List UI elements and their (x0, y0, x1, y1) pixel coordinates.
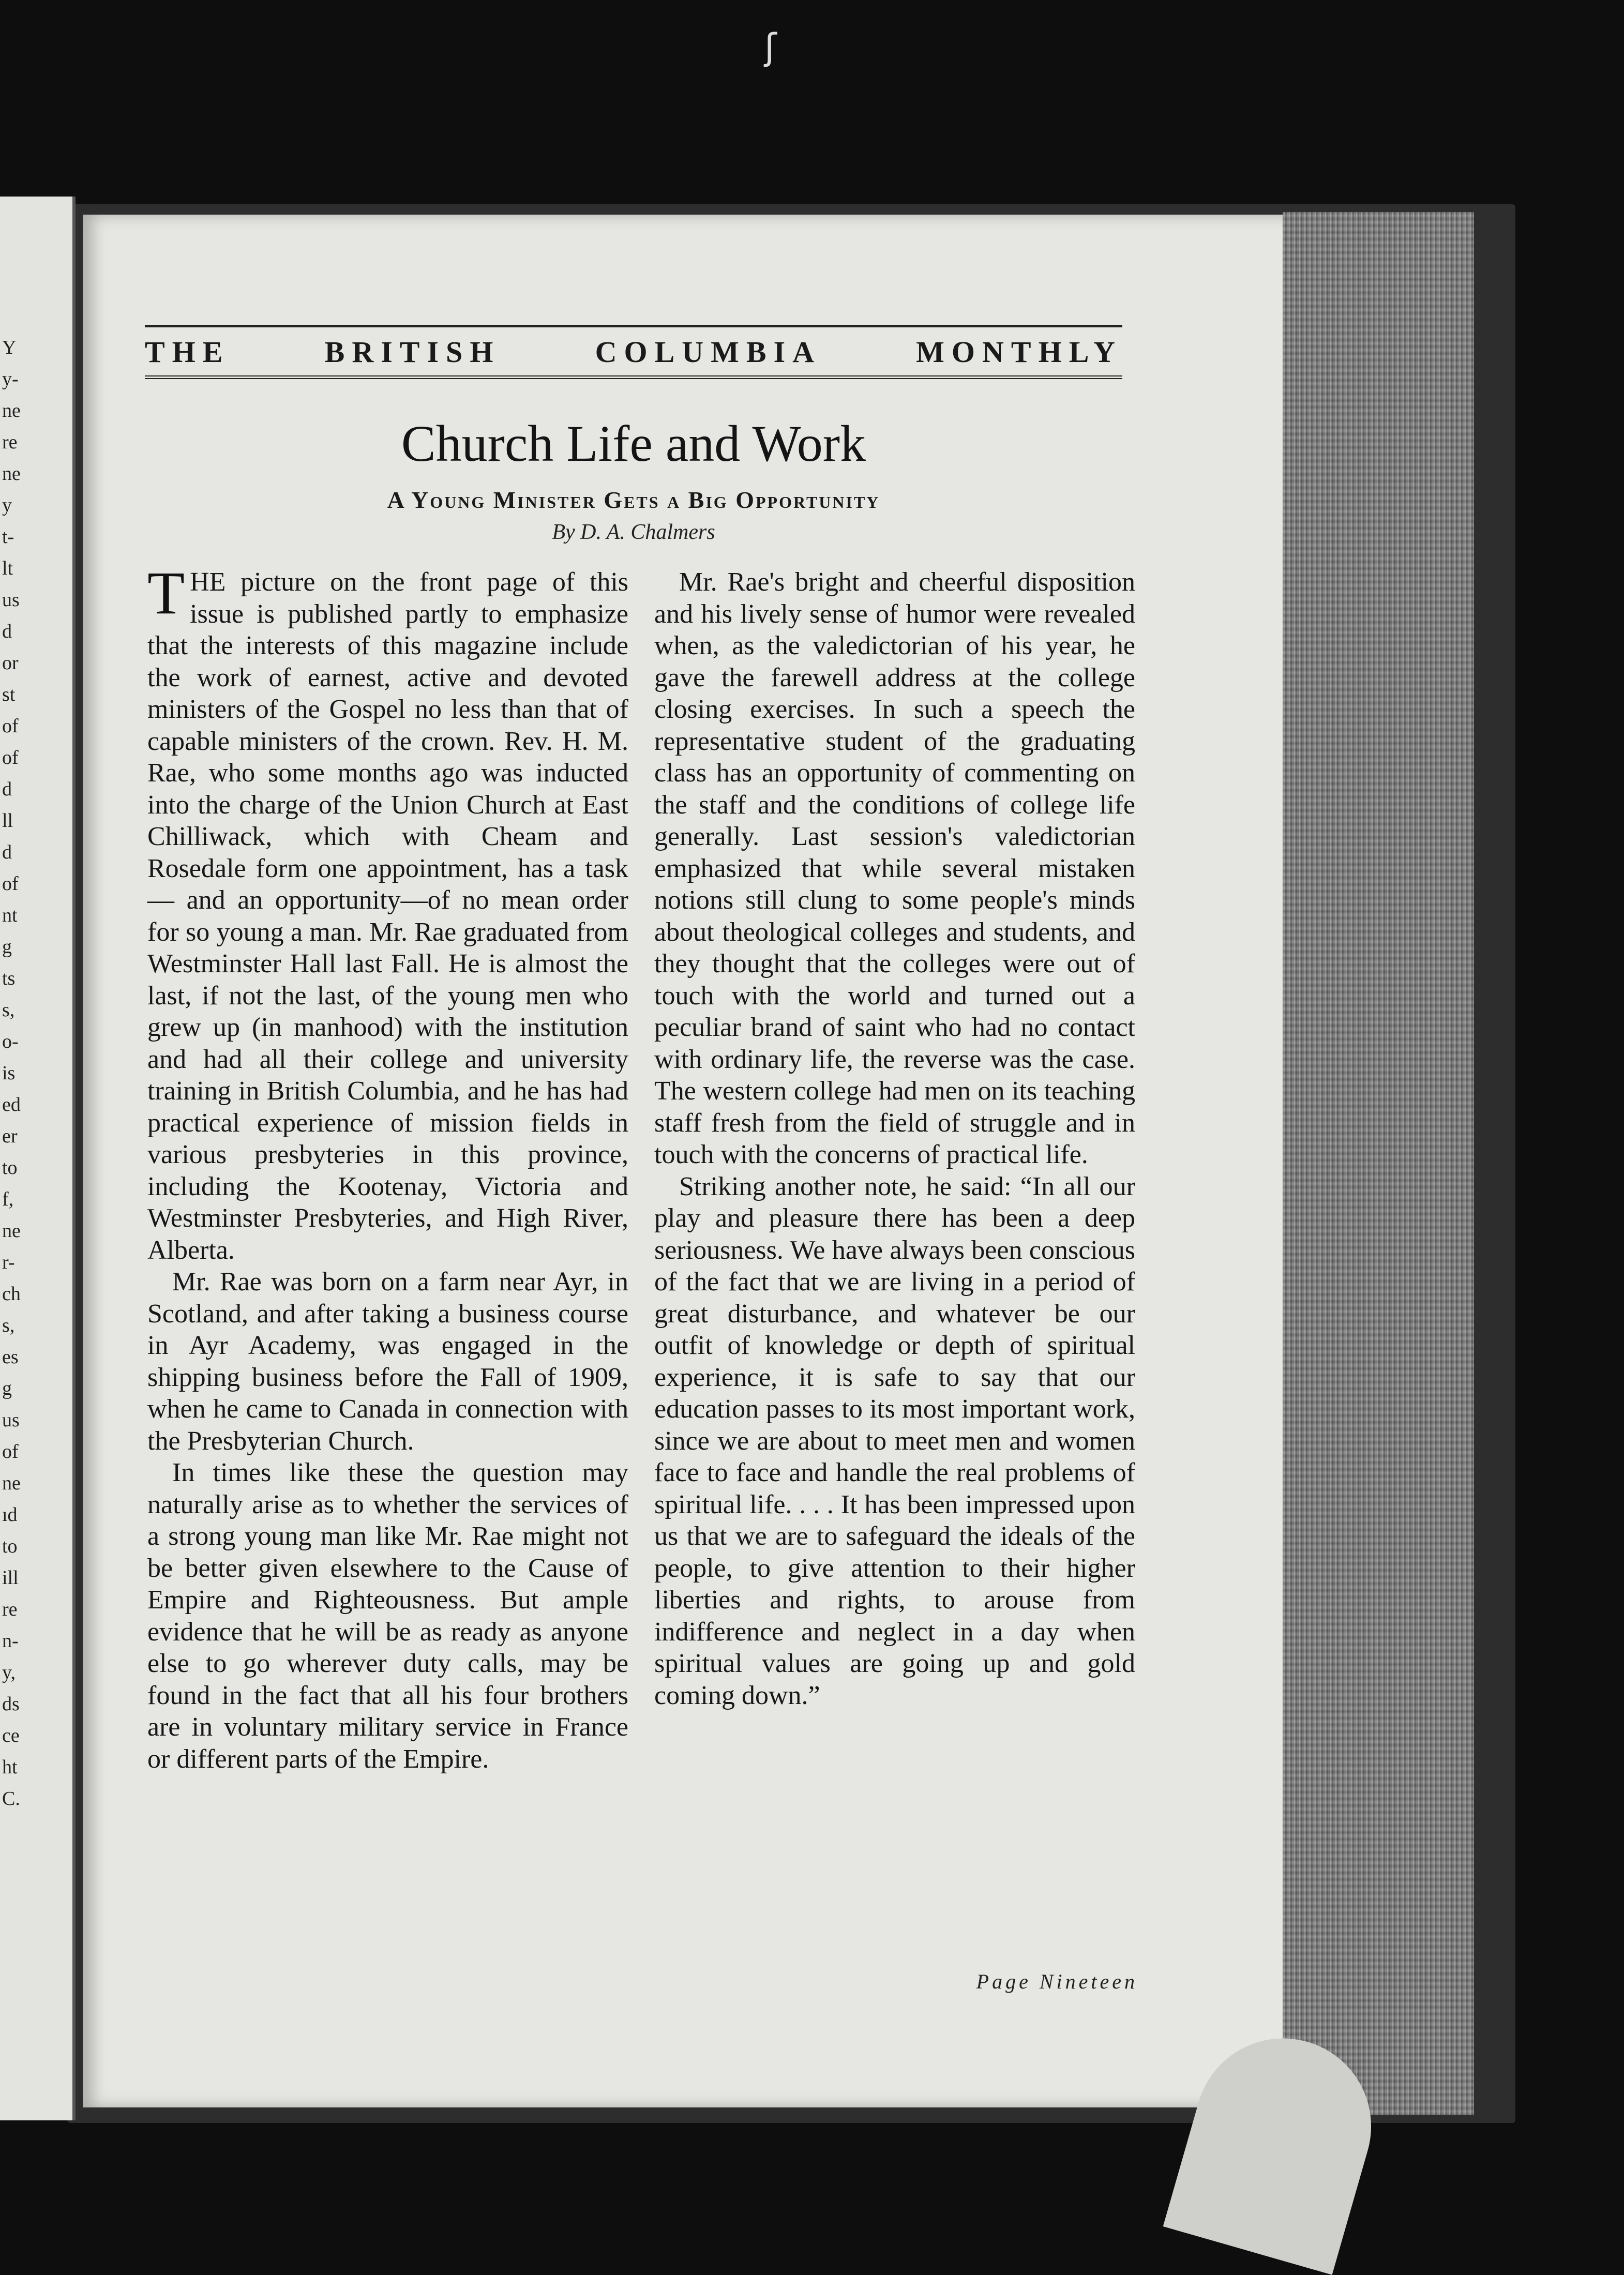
page-number: Page Nineteen (976, 1970, 1138, 1993)
left-page-fragment: y, (2, 1662, 16, 1683)
left-page-fragment: Y (2, 337, 17, 358)
left-page-fragment: ed (2, 1094, 21, 1116)
left-page-fragment: ne (2, 463, 21, 485)
left-page-fragment: er (2, 1125, 18, 1147)
paragraph: Mr. Rae's bright and cheerful disposition and his lively sense of humor were revealed when, as the valedictorian of his year, he gave the farewell address at the college closing exercises. In such a speech the representative student of the graduating class has an opportunity of commenting on the staff and the conditions of college life generally. Last session's valedictorian emphasized that while several mistaken notions still clung to some people's minds about theological colleges and students, and they thought that the colleges were out of touch with the world and turned out a peculiar brand of saint who had no contact with ordinary life, the reverse was the case. The western college had men on its teaching staff fresh from the field of struggle and in touch with the concerns of practical life. (654, 567, 1135, 1169)
running-head-word: BRITISH (324, 335, 501, 369)
left-page-fragment: of (2, 1441, 19, 1463)
left-page-fragment: ill (2, 1567, 19, 1589)
left-page-fragment: ce (2, 1725, 20, 1746)
left-page-fragment: us (2, 1409, 20, 1431)
left-page-fragment: of (2, 747, 19, 769)
left-page-fragment: g (2, 936, 12, 958)
paragraph-text: HE picture on the front page of this issue is published partly to emphasize that the interests of this magazine include the work of earnest, active and devoted ministers of the Gospel no less than that of capable ministers of the crown. Rev. H. M. Rae, who some months ago was inducted into the charge of the Union Church at East Chilliwack, which with Cheam and Rosedale form one appointment, has a task — and an opportunity—of no mean order for so young a man. Mr. Rae graduated from Westminster Hall last Fall. He is almost the last, if not the last, of the young men who grew up (in manhood) with the institution and had all their college and university training in British Columbia, and he has had practical experience of mission fields in various presbyteries in this province, including the Kootenay, Victoria and Westminster Presbyteries, and High River, Alberta. (147, 567, 628, 1265)
article-byline: By D. A. Chalmers (552, 520, 715, 544)
left-page-fragment: ıd (2, 1504, 18, 1526)
left-page-fragment: is (2, 1062, 16, 1084)
left-page-fragment: to (2, 1535, 18, 1557)
left-page-fragment: lt (2, 558, 13, 579)
left-page-fragment: to (2, 1157, 18, 1179)
left-page-fragment: y (2, 494, 12, 516)
paragraph: In times like these the question may naturally arise as to whether the services of a strong young man like Mr. Rae might not be better given elsewhere to the Cause of Empire and Righteousness. But ample evidence that he will be as ready as anyone else to go wherever duty calls, may be found in the fact that all his four brothers are in voluntary military service in France or different parts of the Empire. (147, 1458, 628, 1774)
left-page-fragment: t- (2, 526, 14, 548)
left-page-fragment: ne (2, 1472, 21, 1494)
left-page-fragment: y- (2, 368, 19, 390)
page-edges (1283, 212, 1474, 2115)
drop-cap: T (147, 559, 185, 627)
left-page-fragment: s, (2, 1315, 15, 1336)
paragraph: Mr. Rae was born on a farm near Ayr, in Scotland, and after taking a business course in Ayr Academy, was engaged in the shipping business before the Fall of 1909, when he came to Canada in connection with the Presbyterian Church. (147, 1267, 628, 1456)
running-head-word: THE (145, 335, 230, 369)
left-page-fragment: ds (2, 1693, 20, 1715)
left-page-fragment: s, (2, 999, 15, 1021)
left-page-fragment: us (2, 589, 20, 611)
running-head-word: MONTHLY (916, 335, 1122, 369)
left-page-fragment: ll (2, 810, 13, 832)
left-page-fragment: or (2, 652, 19, 674)
left-page-fragment: C. (2, 1788, 20, 1810)
left-page-fragment: nt (2, 905, 18, 926)
left-page-fragment: ne (2, 1220, 21, 1242)
left-page-fragment: re (2, 1599, 18, 1620)
article-title: Church Life and Work (401, 415, 866, 472)
column-right (654, 566, 1135, 1711)
pen-mark: ʃ (764, 26, 777, 68)
running-head-word: COLUMBIA (595, 335, 822, 369)
left-page-fragment: ne (2, 400, 21, 421)
left-page-fragment: of (2, 715, 19, 737)
column-left (147, 559, 628, 1775)
left-page-fragment: ts (2, 968, 16, 989)
left-page-fragment: o- (2, 1031, 19, 1052)
left-page-fragment: d (2, 778, 12, 800)
article-subtitle: A Young Minister Gets a Big Opportunity (387, 487, 880, 513)
left-page-fragment: f, (2, 1188, 14, 1210)
paragraph: Striking another note, he said: “In all our play and pleasure there has been a deep seriousness. We have always been conscious of the fact that we are living in a period of great disturbance, and whatever be our outfit of knowledge or depth of spiritual experience, it is safe to say that our education passes to its most important work, since we are about to meet men and women face to face and handle the real problems of spiritual life. . . . It has been impressed upon us that we are to safeguard the ideals of the people, to give attention to their higher liberties and rights, to arouse from indifference and neglect in a day when spiritual values are going up and gold coming down.” (654, 1171, 1135, 1710)
left-page-fragment: of (2, 873, 19, 895)
left-page-fragment: d (2, 841, 12, 863)
left-page-fragment: g (2, 1378, 12, 1399)
left-page-fragment: n- (2, 1630, 19, 1652)
left-page-fragment: ht (2, 1756, 18, 1778)
left-page-fragment: ch (2, 1283, 21, 1305)
left-page-fragment: r- (2, 1252, 15, 1273)
left-page-fragment: es (2, 1346, 19, 1368)
left-page-margin (0, 197, 76, 2120)
left-page-fragment: re (2, 431, 18, 453)
paragraph (147, 559, 628, 1266)
left-page-fragment: st (2, 684, 16, 705)
left-page-fragment: d (2, 621, 12, 642)
running-head (145, 325, 1122, 379)
